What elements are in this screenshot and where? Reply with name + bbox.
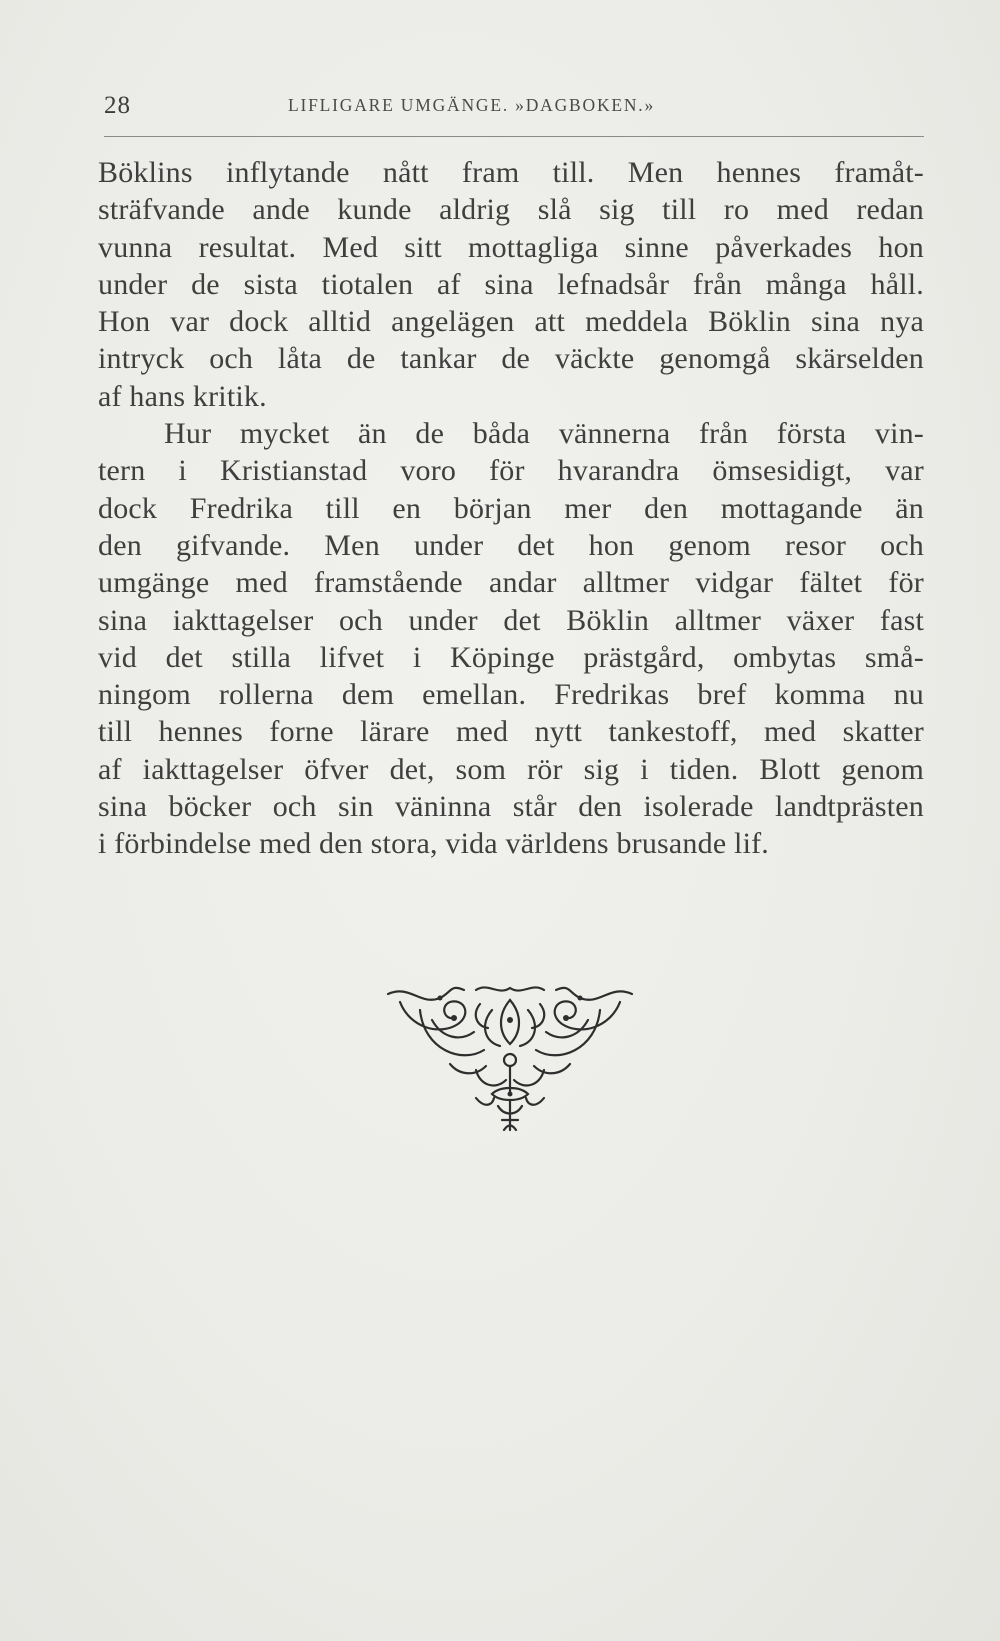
- running-title: LIFLIGARE UMGÄNGE. »DAGBOKEN.»: [288, 95, 656, 115]
- paragraph-2-line-11: sina böcker och sin väninna står den isolerade landtprästen: [98, 790, 924, 824]
- paragraph-2-line-3: dock Fredrika till en början mer den mottagande än: [98, 491, 924, 525]
- paragraph-2-line-12: i förbindelse med den stora, vida världens brusande lif.: [98, 827, 770, 861]
- paragraph-2-line-7: vid det stilla lifvet i Köpinge prästgård, ombytas små-: [98, 640, 924, 674]
- header-rule: [104, 136, 924, 137]
- paragraph-2-line-4: den gifvande. Men under det hon genom resor och: [98, 528, 924, 562]
- page-number: 28: [104, 92, 131, 119]
- paragraph-1-line-1: Böklins inflytande nått fram till. Men hennes framåt-: [98, 156, 924, 189]
- paragraph-2-line-8: ningom rollerna dem emellan. Fredrikas bref komma nu: [98, 678, 924, 712]
- paragraph-1-line-6: intryck och låta de tankar de väckte genomgå skärselden: [98, 342, 924, 376]
- paragraph-1-line-7: af hans kritik.: [98, 379, 267, 413]
- running-head: [104, 86, 924, 126]
- paragraph-2-line-2: tern i Kristianstad voro för hvarandra ömsesidigt, var: [98, 454, 924, 488]
- paragraph-1-line-4: under de sista tiotalen af sina lefnadsår från många håll.: [98, 267, 924, 301]
- paragraph-1-line-2: sträfvande ande kunde aldrig slå sig till ro med redan: [98, 193, 924, 227]
- floral-vignette-icon: [380, 980, 640, 1140]
- paragraph-2-line-6: sina iakttagelser och under det Böklin alltmer växer fast: [98, 603, 924, 637]
- paragraph-2-line-10: af iakttagelser öfver det, som rör sig i tiden. Blott genom: [98, 752, 924, 786]
- paragraph-2-line-1: [98, 415, 924, 452]
- paragraph-1-line-5: Hon var dock alltid angelägen att meddela Böklin sina nya: [98, 305, 924, 339]
- body-text: [98, 154, 924, 863]
- paragraph-2-line-1-text: Hur mycket än de båda vännerna från första vin-: [164, 417, 924, 451]
- paragraph-2-line-5: umgänge med framstående andar alltmer vidgar fältet för: [98, 566, 924, 600]
- paragraph-1-line-3: vunna resultat. Med sitt mottagliga sinne påverkades hon: [98, 230, 924, 264]
- paragraph-2-line-9: till hennes forne lärare med nytt tankestoff, med skatter: [98, 715, 924, 749]
